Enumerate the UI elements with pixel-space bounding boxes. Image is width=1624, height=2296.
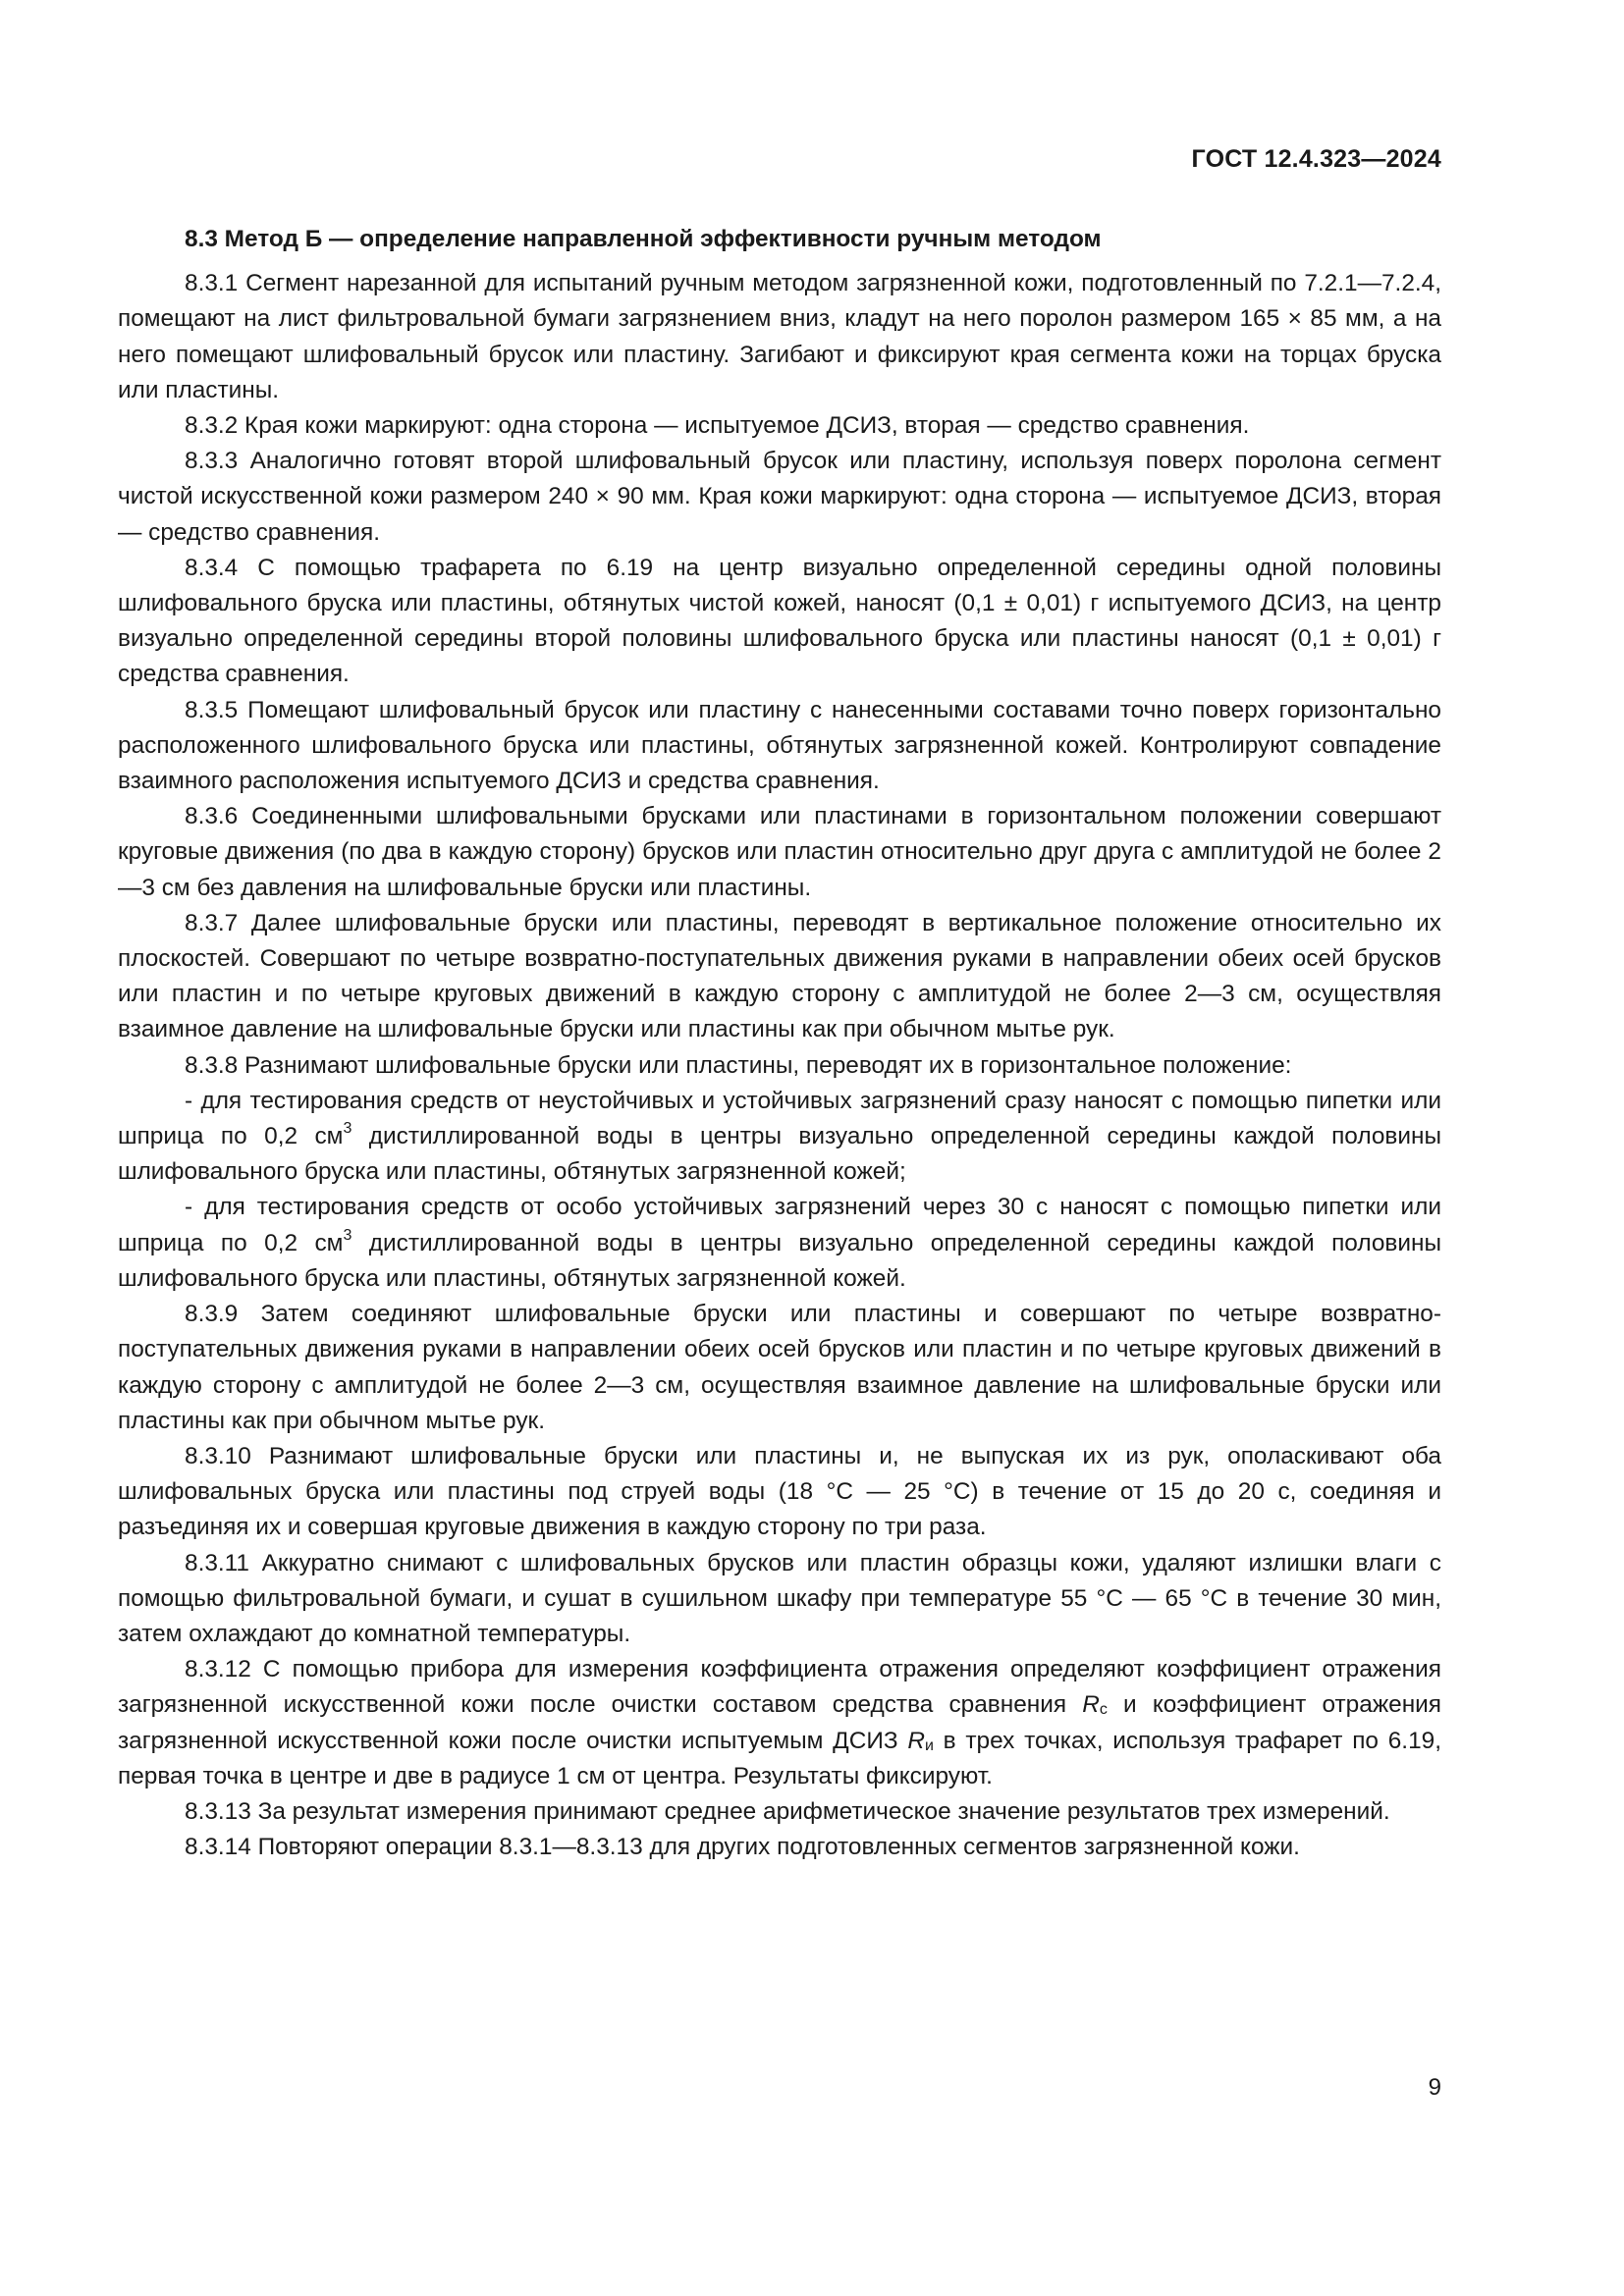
bullet-2-text: - для тестирования средств от особо устойчивых загрязнений через 30 с наносят с помощью пипетки или шприца по 0,2 см xyxy=(118,1194,1441,1256)
document-header: ГОСТ 12.4.323—2024 xyxy=(1191,145,1441,173)
paragraph-8-3-5: 8.3.5 Помещают шлифовальный брусок или пластину с нанесенными составами точно поверх горизонтально расположенного шлифовального бруска или пластины, обтянутых загрязненной кожей. Контролируют совпадение взаимного расположения испытуемого ДСИЗ и средства сравнения. xyxy=(118,696,1441,795)
paragraph-8-3-2: 8.3.2 Края кожи маркируют: одна сторона — испытуемое ДСИЗ, вторая — средство сравнения. xyxy=(185,412,1250,440)
paragraph-8-3-14: 8.3.14 Повторяют операции 8.3.1—8.3.13 для других подготовленных сегментов загрязненной кожи. xyxy=(185,1834,1300,1861)
paragraph-8-3-11: 8.3.11 Аккуратно снимают с шлифовальных брусков или пластин образцы кожи, удаляют излишки влаги с помощью фильтровальной бумаги, и сушат в сушильном шкафу при температуре 55 °С — 65 °С в течение 30 мин, затем охлаждают до комнатной температуры. xyxy=(118,1549,1441,1647)
bullet-2-text-cont: дистиллированной воды в центры визуально определенной середины каждой половины шлифовального бруска или пластины, обтянутых загрязненной кожей. xyxy=(118,1229,1441,1292)
paragraph-8-3-7: 8.3.7 Далее шлифовальные бруски или пластины, переводят в вертикальное положение относительно их плоскостей. Совершают по четыре возвратно-поступательных движения руками в направлении обеих осей брусков или пластин и по четыре круговых движений в каждую сторону с амплитудой не более 2—3 см, осуществляя взаимное давление на шлифовальные бруски или пластины как при обычном мытье рук. xyxy=(118,909,1441,1043)
page-number: 9 xyxy=(1428,2074,1441,2101)
bullet-1-text: - для тестирования средств от неустойчивых и устойчивых загрязнений сразу наносят с помощью пипетки или шприца по 0,2 см xyxy=(118,1087,1441,1150)
symbol-r: R xyxy=(907,1727,925,1754)
bullet-1-text-cont: дистиллированной воды в центры визуально определенной середины каждой половины шлифовального бруска или пластины, обтянутых загрязненной кожей; xyxy=(118,1123,1441,1186)
paragraph-8-3-9: 8.3.9 Затем соединяют шлифовальные бруски или пластины и совершают по четыре возвратно-поступательных движения руками в направлении обеих осей брусков или пластин и по четыре круговых движений в каждую сторону с амплитудой не более 2—3 см, осуществляя взаимное давление на шлифовальные бруски или пластины как при обычном мытье рук. xyxy=(118,1301,1441,1434)
superscript: 3 xyxy=(343,1226,352,1244)
paragraph-8-3-13: 8.3.13 За результат измерения принимают среднее арифметическое значение результатов трех измерений. xyxy=(185,1797,1390,1825)
paragraph-8-3-12-text-c: в трех точках, используя трафарет по 6.19, первая точка в центре и две в радиусе 1 см от центра. Результаты фиксируют. xyxy=(118,1727,1441,1789)
list-item-bullet-1 xyxy=(118,1084,1441,1191)
paragraph-8-3-12 xyxy=(118,1652,1441,1794)
superscript: 3 xyxy=(343,1119,352,1137)
paragraph-8-3-1: 8.3.1 Сегмент нарезанной для испытаний ручным методом загрязненной кожи, подготовленный по 7.2.1—7.2.4, помещают на лист фильтровальной бумаги загрязнением вниз, кладут на него поролон размером 165 × 85 мм, а на него помещают шлифовальный брусок или пластину. Загибают и фиксируют края сегмента кожи на торцах бруска или пластины. xyxy=(118,270,1441,403)
document-body xyxy=(118,222,1441,1865)
subscript: и xyxy=(924,1736,934,1754)
subscript: с xyxy=(1099,1701,1108,1719)
paragraph-8-3-3: 8.3.3 Аналогично готовят второй шлифовальный брусок или пластину, используя поверх поролона сегмент чистой искусственной кожи размером 240 × 90 мм. Края кожи маркируют: одна сторона — испытуемое ДСИЗ, вторая — средство сравнения. xyxy=(118,448,1441,546)
section-title: 8.3 Метод Б — определение направленной эффективности ручным методом xyxy=(185,226,1102,252)
paragraph-8-3-6: 8.3.6 Соединенными шлифовальными брусками или пластинами в горизонтальном положении совершают круговые движения (по два в каждую сторону) брусков или пластин относительно друг друга с амплитудой не более 2—3 см без давления на шлифовальные бруски или пластины. xyxy=(118,803,1441,901)
paragraph-8-3-12-text-a: 8.3.12 С помощью прибора для измерения коэффициента отражения определяют коэффициент отражения загрязненной искусственной кожи после очистки составом средства сравнения xyxy=(118,1656,1441,1719)
paragraph-8-3-4: 8.3.4 С помощью трафарета по 6.19 на центр визуально определенной середины одной половины шлифовального бруска или пластины, обтянутых чистой кожей, наносят (0,1 ± 0,01) г испытуемого ДСИЗ, на центр визуально определенной середины второй половины шлифовального бруска или пластины наносят (0,1 ± 0,01) г средства сравнения. xyxy=(118,554,1441,688)
paragraph-8-3-8: 8.3.8 Разнимают шлифовальные бруски или пластины, переводят их в горизонтальное положение: xyxy=(185,1051,1292,1079)
symbol-r: R xyxy=(1082,1691,1100,1719)
paragraph-8-3-10: 8.3.10 Разнимают шлифовальные бруски или пластины и, не выпуская их из рук, ополаскивают оба шлифовальных бруска или пластины под струей воды (18 °С — 25 °С) в течение от 15 до 20 с, соединяя и разъединяя их и совершая круговые движения в каждую сторону по три раза. xyxy=(118,1442,1441,1541)
paragraph-8-3-12-text-b: и коэффициент отражения загрязненной искусственной кожи после очистки испытуемым ДСИЗ xyxy=(118,1691,1441,1754)
list-item-bullet-2 xyxy=(118,1190,1441,1297)
